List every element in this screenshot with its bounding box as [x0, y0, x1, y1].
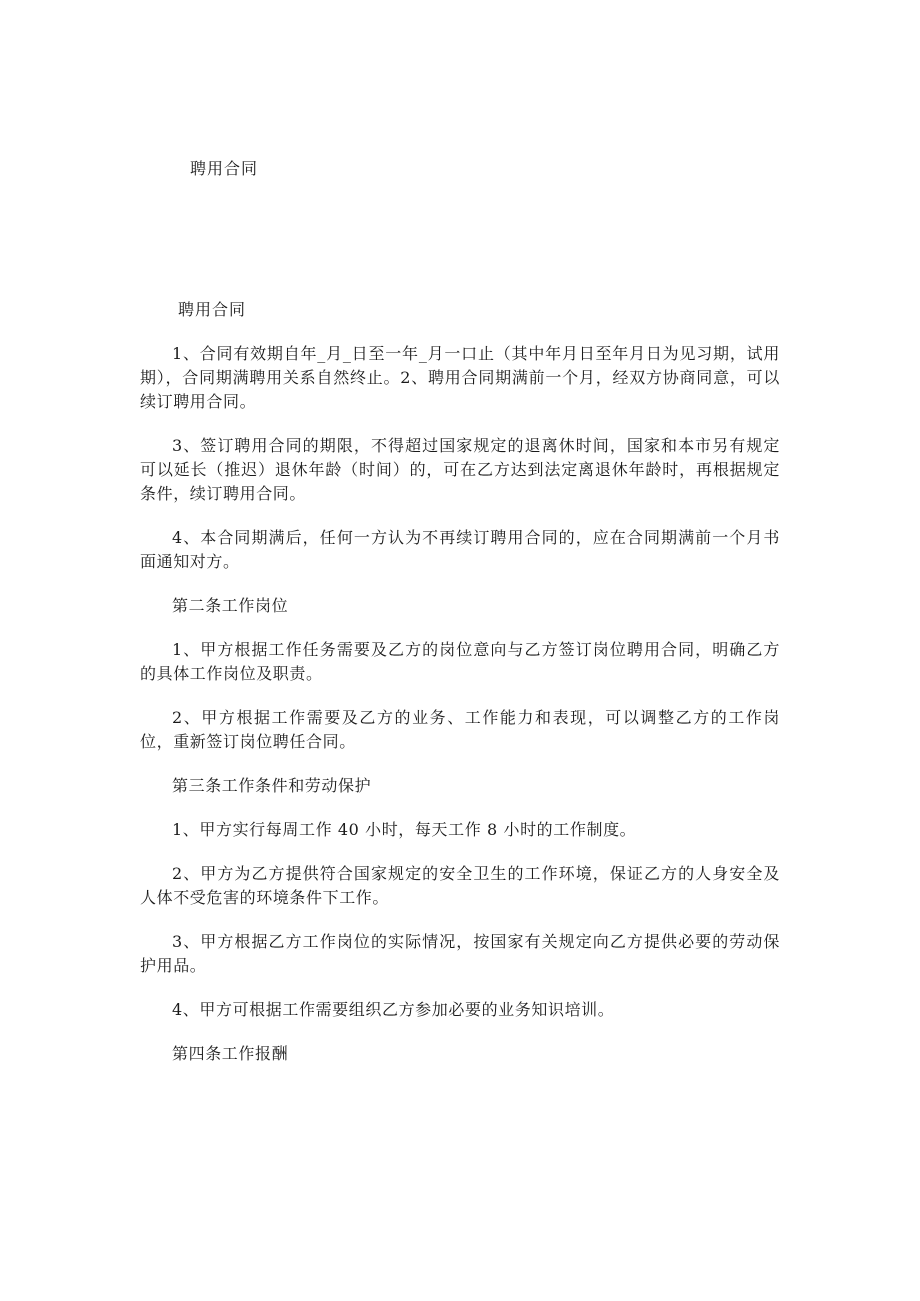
document-title: 聘用合同: [190, 159, 259, 178]
document-subtitle: 聘用合同: [178, 300, 247, 319]
paragraph-article-2-item-1: 1、甲方根据工作任务需要及乙方的岗位意向与乙方签订岗位聘用合同，明确乙方的具体工作岗位及职责。: [140, 640, 780, 683]
paragraph-article-2-item-2: 2、甲方根据工作需要及乙方的业务、工作能力和表现，可以调整乙方的工作岗位，重新签订岗位聘任合同。: [140, 708, 780, 751]
paragraph-term-3: 3、签订聘用合同的期限，不得超过国家规定的退离休时间，国家和本市另有规定可以延长（推迟）退休年龄（时间）的，可在乙方达到法定离退休年龄时，再根据规定条件，续订聘用合同。: [140, 436, 780, 503]
paragraph-article-3-item-4: 4、甲方可根据工作需要组织乙方参加必要的业务知识培训。: [172, 1000, 615, 1019]
section-heading-article-2: 第二条工作岗位: [172, 596, 289, 615]
section-heading-article-4: 第四条工作报酬: [172, 1044, 289, 1063]
paragraph-article-3-item-3: 3、甲方根据乙方工作岗位的实际情况，按国家有关规定向乙方提供必要的劳动保护用品。: [140, 932, 780, 975]
paragraph-article-3-item-2: 2、甲方为乙方提供符合国家规定的安全卫生的工作环境，保证乙方的人身安全及人体不受危害的环境条件下工作。: [140, 864, 780, 907]
document-body: [140, 298, 780, 1086]
paragraph-term-1-2: 1、合同有效期自年_月_日至一年_月一口止（其中年月日至年月日为见习期，试用期），合同期满聘用关系自然终止。2、聘用合同期满前一个月，经双方协商同意，可以续订聘用合同。: [140, 344, 780, 411]
paragraph-article-3-item-1: 1、甲方实行每周工作 40 小时，每天工作 8 小时的工作制度。: [172, 820, 637, 839]
paragraph-term-4: 4、本合同期满后，任何一方认为不再续订聘用合同的，应在合同期满前一个月书面通知对方。: [140, 528, 780, 571]
section-heading-article-3: 第三条工作条件和劳动保护: [172, 776, 372, 795]
